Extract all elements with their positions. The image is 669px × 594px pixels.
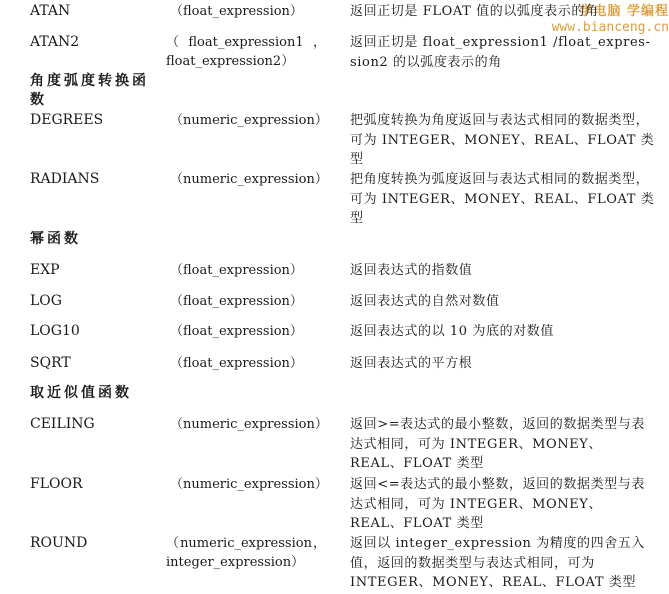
function-description: 返回>=表达式的最小整数，返回的数据类型与表达式相同，可为 INTEGER、MONEY、REAL、FLOAT 类型 xyxy=(350,417,645,471)
function-args: （float_expression） xyxy=(170,263,303,278)
function-name: CEILING xyxy=(30,416,95,432)
watermark-url: www.bianceng.cn xyxy=(551,20,669,35)
function-args: （float_expression） xyxy=(170,294,303,309)
function-description: 把弧度转换为角度返回与表达式相同的数据类型，可为 INTEGER、MONEY、REAL、FLOAT 类型 xyxy=(350,113,655,167)
section-heading-rounding: 取近似值函数 xyxy=(30,385,132,401)
function-args: （float_expression） xyxy=(170,4,303,19)
args-separator: ， xyxy=(312,536,326,551)
args-open-paren: （ xyxy=(166,536,180,551)
section-heading-power: 幂函数 xyxy=(30,231,81,247)
function-name: ATAN2 xyxy=(30,34,80,50)
function-args: （float_expression） xyxy=(170,324,303,339)
section-heading-angle-conversion: 角度弧度转换函数 xyxy=(30,73,149,108)
function-args: （numeric_expression） xyxy=(170,113,328,128)
function-description: 返回以 integer_expression 为精度的四舍五入值，返回的数据类型与表达式相同，可为 INTEGER、MONEY、REAL、FLOAT 类型 xyxy=(350,536,645,590)
watermark-slogan: 学电脑 学编程 xyxy=(579,4,669,19)
function-args xyxy=(166,33,326,71)
function-name: ROUND xyxy=(30,535,88,551)
function-description: 返回表达式的平方根 xyxy=(350,356,473,371)
function-args: （numeric_expression） xyxy=(170,172,328,187)
function-args: （numeric_expression） xyxy=(170,417,328,432)
function-name: DEGREES xyxy=(30,112,104,128)
function-description: 返回<=表达式的最小整数，返回的数据类型与表达式相同，可为 INTEGER、MONEY、REAL、FLOAT 类型 xyxy=(350,477,645,531)
function-description: 返回表达式的自然对数值 xyxy=(350,294,500,309)
args-param-1: numeric_expression xyxy=(180,536,312,551)
function-description: 返回正切是 FLOAT 值的以弧度表示的角 xyxy=(350,4,599,19)
function-name: ATAN xyxy=(30,3,71,19)
function-name: RADIANS xyxy=(30,171,100,187)
args-param-1: float_expression1 xyxy=(188,35,304,50)
function-description: 返回表达式的以 10 为底的对数值 xyxy=(350,324,555,339)
function-description: 把角度转换为弧度返回与表达式相同的数据类型，可为 INTEGER、MONEY、REAL、FLOAT 类型 xyxy=(350,172,655,226)
function-name: FLOOR xyxy=(30,476,83,492)
function-name: SQRT xyxy=(30,355,71,371)
function-name: LOG10 xyxy=(30,323,80,339)
args-param-2: integer_expression） xyxy=(166,555,305,570)
function-args xyxy=(166,534,326,572)
function-args: （float_expression） xyxy=(170,356,303,371)
function-name: EXP xyxy=(30,262,60,278)
args-separator: ， xyxy=(312,35,326,50)
function-description: 返回表达式的指数值 xyxy=(350,263,473,278)
function-name: LOG xyxy=(30,293,62,309)
args-param-2: float_expression2） xyxy=(166,54,295,69)
args-open-paren: （ xyxy=(166,35,180,50)
function-description: 返回正切是 float_expression1 /float_expres-sion2 的以弧度表示的角 xyxy=(350,35,651,70)
function-args: （numeric_expression） xyxy=(170,477,328,492)
